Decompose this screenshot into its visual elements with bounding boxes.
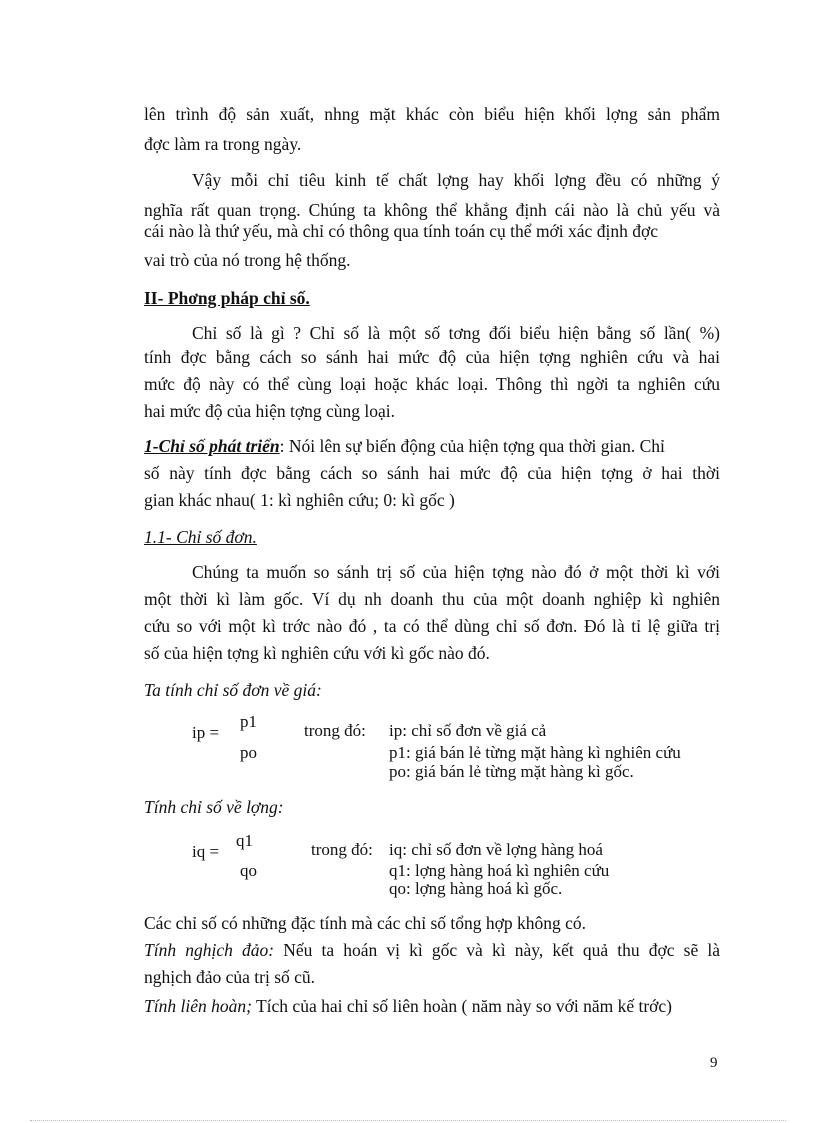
formula-definition: ip: chỉ số đơn về giá cả (389, 721, 547, 740)
paragraph-line: Chỉ số là gì ? Chỉ số là một số tơng đối biểu hiện bằng số lần( %) (192, 323, 720, 343)
formula-where: trong đó: (311, 840, 373, 859)
formula-definition: p1: giá bán lẻ từng mặt hàng kì nghiên cứu (389, 743, 681, 762)
paragraph-line: Vậy mỗi chỉ tiêu kinh tế chất lợng hay khối lợng đều có những ý (192, 170, 720, 190)
paragraph-line: gian khác nhau( 1: kì nghiên cứu; 0: kì gốc ) (144, 490, 455, 510)
formula-lhs: iq = (192, 842, 220, 861)
formula-denominator: qo (240, 861, 257, 880)
property-label: Tính nghịch đảo: (144, 940, 275, 960)
formula-definition: iq: chỉ số đơn về lợng hàng hoá (389, 840, 603, 859)
subsection-heading: 1.1- Chỉ số đơn. (144, 527, 257, 547)
subsection-text: : Nói lên sự biến động của hiện tợng qua thời gian. Chỉ (279, 436, 665, 456)
paragraph-line: Chúng ta muốn so sánh trị số của hiện tợng nào đó ở một thời kì với (192, 562, 720, 582)
subsection-line (144, 431, 720, 461)
property-label: Tính liên hoàn; (144, 996, 252, 1016)
paragraph-line: vai trò của nó trong hệ thống. (144, 250, 351, 270)
subsection-title: 1-Chỉ số phát triển (144, 436, 280, 456)
paragraph-line: một thời kì làm gốc. Ví dụ nh doanh thu của một doanh nghiệp kì nghiên (144, 589, 720, 609)
formula-denominator: po (240, 743, 257, 762)
paragraph-line: đợc làm ra trong ngày. (144, 134, 302, 154)
formula-caption: Tính chỉ số về lợng: (144, 797, 284, 817)
property-line (144, 991, 672, 1021)
property-text: Tích của hai chỉ số liên hoàn ( năm này so với năm kế trớc) (251, 996, 672, 1016)
paragraph-line: nghịch đảo của trị số cũ. (144, 967, 316, 987)
page-number: 9 (710, 1055, 718, 1071)
paragraph-line: số này tính đợc bằng cách so sánh hai mức độ của hiện tợng ở hai thời (144, 463, 720, 483)
formula-where: trong đó: (304, 721, 366, 740)
paragraph-line: cứu so với một kì trớc nào đó , ta có thể dùng chỉ số đơn. Đó là tỉ lệ giữa trị (144, 616, 720, 636)
page-edge-divider (30, 1120, 786, 1121)
paragraph-line: nghĩa rất quan trọng. Chúng ta không thể khẳng định cái nào là chủ yếu và (144, 200, 720, 220)
paragraph-line: tính đợc bằng cách so sánh hai mức độ của hiện tợng nghiên cứu và hai (144, 347, 720, 367)
paragraph-line: số của hiện tợng kì nghiên cứu với kì gốc nào đó. (144, 643, 490, 663)
paragraph-line: lên trình độ sản xuất, nhng mặt khác còn biểu hiện khối lợng sản phẩm (144, 104, 720, 124)
formula-numerator: q1 (236, 831, 253, 850)
paragraph-line: cái nào là thứ yếu, mà chỉ có thông qua tính toán cụ thể mới xác định đợc (144, 221, 658, 241)
paragraph-line: mức độ này có thể cùng loại hoặc khác loại. Thông thì ngời ta nghiên cứu (144, 374, 720, 394)
formula-lhs: ip = (192, 723, 220, 742)
formula-definition: q1: lợng hàng hoá kì nghiên cứu (389, 861, 610, 880)
formula-caption: Ta tính chỉ số đơn về giá: (144, 680, 322, 700)
formula-numerator: p1 (240, 712, 257, 731)
paragraph-line: hai mức độ của hiện tợng cùng loại. (144, 401, 396, 421)
property-text: Nếu ta hoán vị kì gốc và kì này, kết quả thu đợc sẽ là (274, 940, 720, 960)
formula-definition: po: giá bán lẻ từng mặt hàng kì gốc. (389, 762, 634, 781)
paragraph-line: Các chỉ số có những đặc tính mà các chỉ số tổng hợp không có. (144, 913, 587, 933)
property-line (144, 935, 720, 965)
formula-definition: qo: lợng hàng hoá kì gốc. (389, 879, 563, 898)
section-heading: II- Phơng pháp chỉ số. (144, 288, 310, 308)
